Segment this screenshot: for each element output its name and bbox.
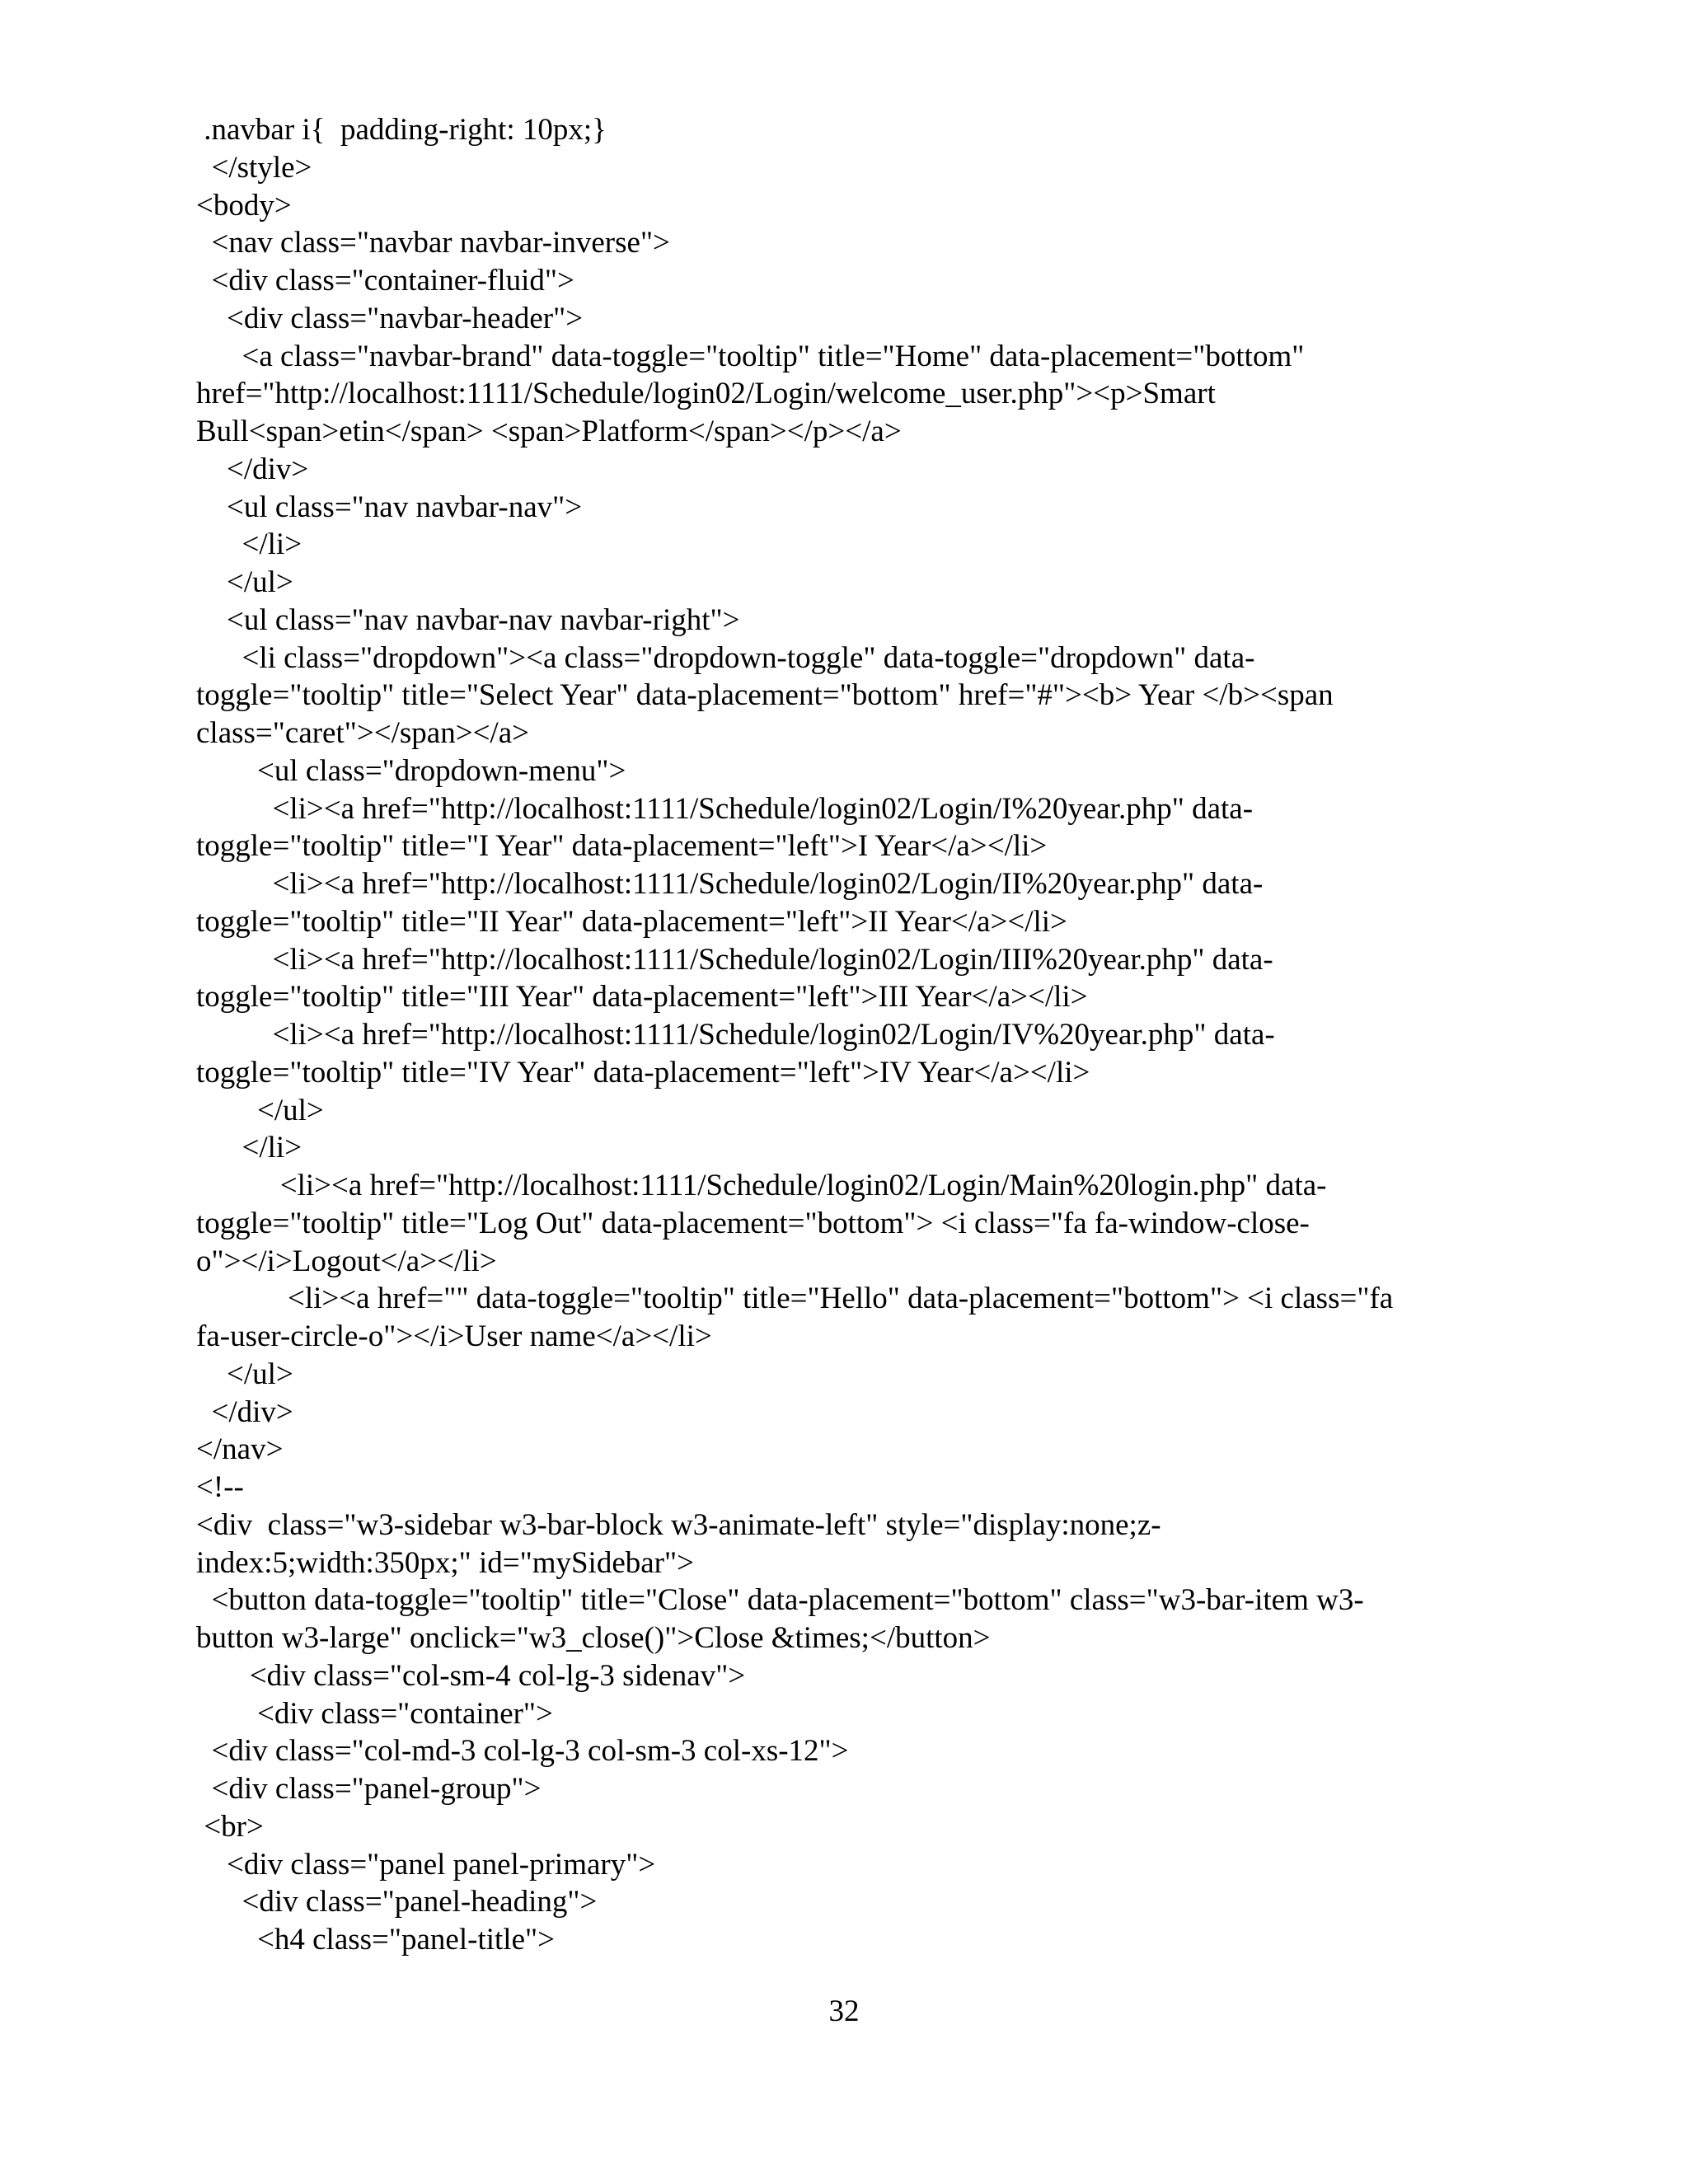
code-line: <li><a href="http://localhost:1111/Schedule/login02/Login/I%20year.php" data- <box>196 791 1254 826</box>
code-line: <div class="navbar-header"> <box>196 301 584 335</box>
code-line: <div class="panel-heading"> <box>196 1885 598 1919</box>
code-line: <div class="container"> <box>196 1696 553 1731</box>
code-line: <div class="container-fluid"> <box>196 264 574 298</box>
code-line: <nav class="navbar navbar-inverse"> <box>196 226 670 260</box>
code-line: toggle="tooltip" title="IV Year" data-placement="left">IV Year</a></li> <box>196 1055 1090 1090</box>
code-line: <li class="dropdown"><a class="dropdown-toggle" data-toggle="dropdown" data- <box>196 640 1255 675</box>
code-line: <div class="panel panel-primary"> <box>196 1847 656 1882</box>
code-line: <div class="panel-group"> <box>196 1772 542 1806</box>
code-line: href="http://localhost:1111/Schedule/login02/Login/welcome_user.php"><p>Smart <box>196 377 1216 411</box>
code-line: </div> <box>196 1394 293 1429</box>
code-line: <li><a href="" data-toggle="tooltip" title="Hello" data-placement="bottom"> <i class="fa <box>196 1282 1394 1316</box>
code-line: </nav> <box>196 1432 284 1467</box>
code-listing <box>196 111 1531 1959</box>
code-line: <body> <box>196 188 292 223</box>
code-line: class="caret"></span></a> <box>196 716 530 750</box>
code-line: </li> <box>196 1131 302 1165</box>
page-number: 32 <box>828 1994 860 2028</box>
code-line: o"></i>Logout</a></li> <box>196 1244 497 1278</box>
code-line: <div class="col-sm-4 col-lg-3 sidenav"> <box>196 1658 746 1693</box>
code-line: </ul> <box>196 1093 324 1127</box>
code-line: </div> <box>196 452 309 486</box>
code-line: </ul> <box>196 1357 293 1391</box>
code-line: <li><a href="http://localhost:1111/Schedule/login02/Login/Main%20login.php" data- <box>196 1169 1327 1202</box>
code-line: toggle="tooltip" title="II Year" data-placement="left">II Year</a></li> <box>196 904 1067 939</box>
code-line: <br> <box>196 1809 264 1844</box>
code-line: <ul class="nav navbar-nav navbar-right"> <box>196 602 740 637</box>
code-line: Bull<span>etin</span> <span>Platform</span></p></a> <box>196 415 902 448</box>
code-line: .navbar i{ padding-right: 10px;} <box>196 113 607 147</box>
code-line: <h4 class="panel-title"> <box>196 1923 555 1957</box>
code-line: </style> <box>196 150 312 185</box>
code-line: toggle="tooltip" title="III Year" data-placement="left">III Year</a></li> <box>196 980 1088 1015</box>
code-line: <div class="w3-sidebar w3-bar-block w3-animate-left" style="display:none;z- <box>196 1507 1161 1542</box>
code-line: <div class="col-md-3 col-lg-3 col-sm-3 col-xs-12"> <box>196 1734 849 1769</box>
code-line: </ul> <box>196 565 293 599</box>
code-line: <!-- <box>196 1470 244 1504</box>
code-line: <button data-toggle="tooltip" title="Close" data-placement="bottom" class="w3-bar-item w3- <box>196 1583 1364 1618</box>
code-line: toggle="tooltip" title="Log Out" data-placement="bottom"> <i class="fa fa-window-close- <box>196 1206 1310 1240</box>
code-line: <ul class="nav navbar-nav"> <box>196 490 583 524</box>
code-line: index:5;width:350px;" id="mySidebar"> <box>196 1545 694 1580</box>
code-line: <a class="navbar-brand" data-toggle="tooltip" title="Home" data-placement="bottom" <box>196 339 1305 373</box>
code-line: fa-user-circle-o"></i>User name</a></li> <box>196 1319 712 1353</box>
code-line: <li><a href="http://localhost:1111/Schedule/login02/Login/III%20year.php" data- <box>196 942 1273 977</box>
code-line: <ul class="dropdown-menu"> <box>196 753 626 788</box>
code-line: toggle="tooltip" title="Select Year" data-placement="bottom" href="#"><b> Year </b><span <box>196 678 1334 713</box>
code-line: toggle="tooltip" title="I Year" data-placement="left">I Year</a></li> <box>196 829 1048 864</box>
code-line: <li><a href="http://localhost:1111/Schedule/login02/Login/II%20year.php" data- <box>196 867 1264 901</box>
code-line: </li> <box>196 527 302 562</box>
code-line: button w3-large" onclick="w3_close()">Close &times;</button> <box>196 1621 991 1655</box>
code-line: <li><a href="http://localhost:1111/Schedule/login02/Login/IV%20year.php" data- <box>196 1018 1275 1052</box>
